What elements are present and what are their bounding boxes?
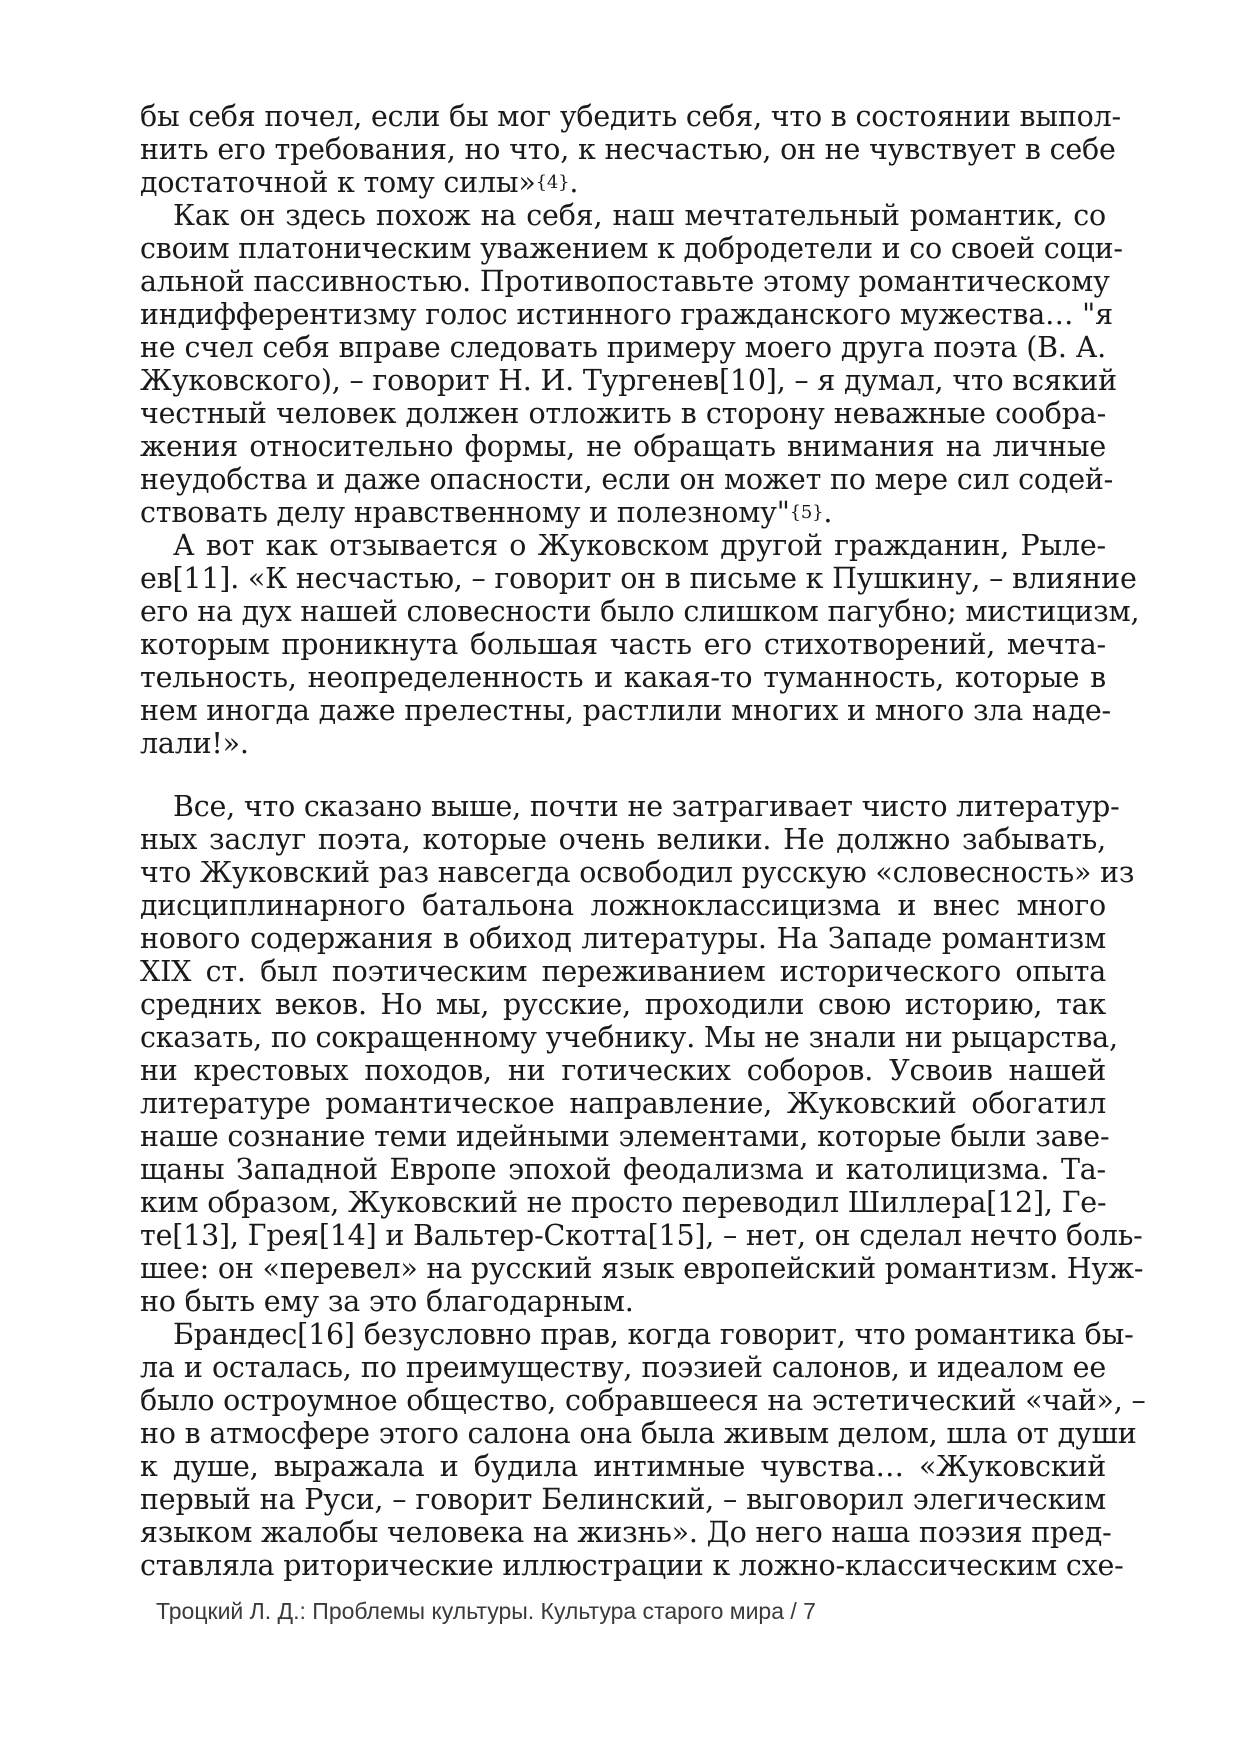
text-line: жения относительно формы, не обращать внимания на личные [140, 430, 1106, 463]
text-line: было остроумное общество, собравшееся на эстетический «чай», – [140, 1384, 1146, 1417]
text-line: Жуковского), – говорит Н. И. Тургенев[10], – я думал, что всякий [140, 364, 1117, 397]
paragraph-first-line: Брандес[16] безусловно прав, когда говорит, что романтика бы- [173, 1318, 1134, 1351]
text-line: лали!». [140, 727, 249, 760]
paragraph-first-line: Как он здесь похож на себя, наш мечтательный романтик, со [173, 199, 1106, 232]
text-line: ных заслуг поэта, которые очень велики. Не должно забывать, [140, 823, 1106, 856]
text-line: сказать, по сокращенному учебнику. Мы не знали ни рыцарства, [140, 1021, 1118, 1054]
sentence-period: . [569, 166, 579, 199]
text-line: которым проникнута большая часть его стихотворений, мечта- [140, 628, 1106, 661]
text-line: своим платоническим уважением к добродетели и со своей соци- [140, 232, 1123, 265]
text-line: к душе, выражала и будила интимные чувства… «Жуковский [140, 1450, 1106, 1483]
text-line: дисциплинарного батальона ложноклассицизма и внес много [140, 889, 1106, 922]
text-line: альной пассивностью. Противопоставьте этому романтическому [140, 265, 1110, 298]
paragraph-gap [140, 760, 1106, 790]
text-line: честный человек должен отложить в сторону неважные сообра- [140, 397, 1106, 430]
text-line-content: достаточной к тому силы» [140, 166, 536, 199]
text-line [140, 166, 1106, 199]
text-line: нить его требования, но что, к несчастью, он не чувствует в себе [140, 133, 1116, 166]
footnote-ref-4[interactable]: {4} [535, 172, 570, 193]
text-line: неудобства и даже опасности, если он может по мере сил содей- [140, 463, 1114, 496]
text-line: нем иногда даже прелестны, растлили многих и много зла наде- [140, 694, 1111, 727]
text-line: бы себя почел, если бы мог убедить себя, что в состоянии выпол- [140, 100, 1121, 133]
text-line-content: ствовать делу нравственному и полезному" [140, 496, 790, 529]
text-line: ев[11]. «К несчастью, – говорит он в письме к Пушкину, – влияние [140, 562, 1137, 595]
text-line: первый на Руси, – говорит Белинский, – выговорил элегическим [140, 1483, 1106, 1516]
text-line: его на дух нашей словесности было слишком пагубно; мистицизм, [140, 595, 1140, 628]
text-line: не счел себя вправе следовать примеру моего друга поэта (В. А. [140, 331, 1106, 364]
text-line: наше сознание теми идейными элементами, которые были заве- [140, 1120, 1110, 1153]
footnote-ref-5[interactable]: {5} [789, 502, 824, 523]
text-line: средних веков. Но мы, русские, проходили свою историю, так [140, 988, 1106, 1021]
text-line: шее: он «перевел» на русский язык европейский романтизм. Нуж- [140, 1252, 1144, 1285]
paragraph-first-line: Все, что сказано выше, почти не затрагивает чисто литератур- [173, 790, 1120, 823]
paragraph-first-line: А вот как отзывается о Жуковском другой гражданин, Рыле- [173, 529, 1106, 562]
body-text [140, 100, 1146, 1582]
text-line: но быть ему за это благодарным. [140, 1285, 634, 1318]
text-line: но в атмосфере этого салона она была живым делом, шла от души [140, 1417, 1137, 1450]
text-line: ким образом, Жуковский не просто переводил Шиллера[12], Ге- [140, 1186, 1107, 1219]
text-line: те[13], Грея[14] и Вальтер-Скотта[15], – нет, он сделал нечто боль- [140, 1219, 1143, 1252]
page-footer: Троцкий Л. Д.: Проблемы культуры. Культура старого мира / 7 [156, 1598, 816, 1624]
text-line [140, 496, 1106, 529]
text-line: тельность, неопределенность и какая-то туманность, которые в [140, 661, 1106, 694]
text-line: ла и осталась, по преимуществу, поэзией салонов, и идеалом ее [140, 1351, 1106, 1384]
text-line: ни крестовых походов, ни готических соборов. Усвоив нашей [140, 1054, 1106, 1087]
text-line: что Жуковский раз навсегда освободил русскую «словесность» из [140, 856, 1135, 889]
text-line: ставляла риторические иллюстрации к ложно-классическим схе- [140, 1549, 1124, 1582]
text-line: языком жалобы человека на жизнь». До него наша поэзия пред- [140, 1516, 1112, 1549]
sentence-period: . [823, 496, 833, 529]
text-line: XIX ст. был поэтическим переживанием исторического опыта [140, 955, 1106, 988]
text-line: нового содержания в обиход литературы. На Западе романтизм [140, 922, 1106, 955]
text-line: щаны Западной Европе эпохой феодализма и католицизма. Та- [140, 1153, 1106, 1186]
text-line: литературе романтическое направление, Жуковский обогатил [140, 1087, 1106, 1120]
text-line: индифферентизму голос истинного гражданского мужества… "я [140, 298, 1113, 331]
